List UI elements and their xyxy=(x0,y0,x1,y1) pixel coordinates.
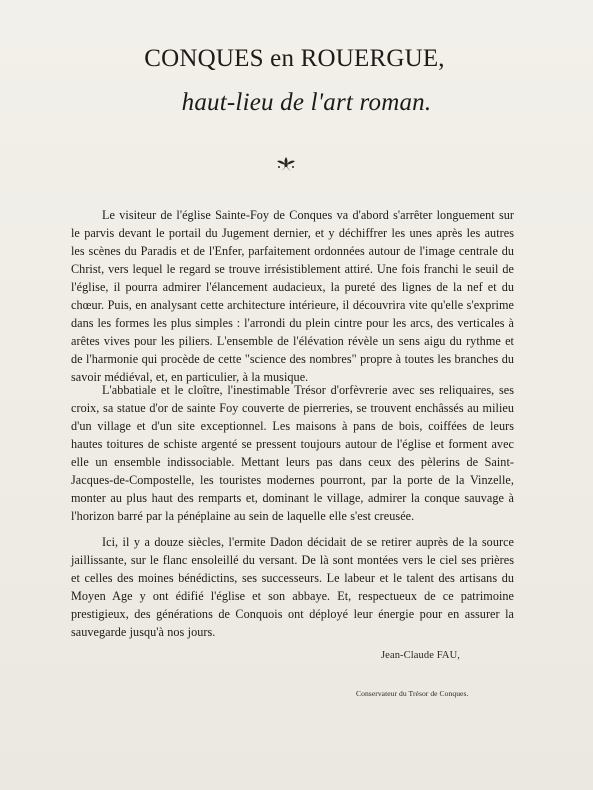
title-block xyxy=(0,44,593,118)
body-paragraph-2: L'abbatiale et le cloître, l'inestimable Trésor d'orfèvrerie avec ses reliquaires, ses croix, sa statue d'or de sainte Foy couverte de pierreries, se trouvent enchâssés au milieu d'un village et d'un site exceptionnel. Les maisons à pans de bois, coiffées de leurs hautes toitures de schiste argenté se pressent toujours autour de l'église et forment avec elle un ensemble indissociable. Mettant leurs pas dans ceux des pèlerins de Saint-Jacques-de-Compostelle, les touristes modernes pourront, par la porte de la Vinzelle, monter au plus haut des remparts et, dominant le village, admirer la conque sauvage à l'horizon barré par la pénéplaine au sein de laquelle elle s'est creusée. xyxy=(71,383,514,523)
signature-role: Conservateur du Trésor de Conques. xyxy=(356,689,469,698)
body-paragraph-3: Ici, il y a douze siècles, l'ermite Dadon décidait de se retirer auprès de la source jaillissante, sur le flanc ensoleillé du versant. De là sont montées vers le ciel ses prières et celles des moines bénédictins, ses successeurs. Le labeur et le talent des artisans du Moyen Age y ont édifié l'église et son abbaye. Et, respectueux de ce patrimoine prestigieux, des générations de Conquois ont déployé leur énergie pour en assurer la sauvegarde jusqu'à nos jours. xyxy=(71,535,514,639)
leaf-ornament-icon xyxy=(274,155,298,173)
signature-name: Jean-Claude FAU, xyxy=(381,650,460,661)
body-paragraph-1: Le visiteur de l'église Sainte-Foy de Conques va d'abord s'arrêter longuement sur le parvis devant le portail du Jugement dernier, et y déchiffrer les unes après les autres les scènes du Paradis et de l'Enfer, parfaitement ordonnées autour de l'image centrale du Christ, vers lequel le regard se trouve irrésistiblement attiré. Une fois franchi le seuil de l'église, il pourra admirer l'élancement audacieux, la pureté des lignes de la nef et du chœur. Puis, en analysant cette architecture intérieure, il découvrira vite qu'elle s'exprime dans les formes les plus simples : l'arrondi du plein cintre pour les arcs, des verticales à arêtes vives pour les piliers. L'ensemble de l'élévation révèle un sens aigu du rythme et de l'harmonie qui procède de cette "science des nombres" propre à toutes les branches du savoir médiéval, et, en particulier, à la musique. xyxy=(71,208,514,384)
page-subtitle: haut-lieu de l'art roman. xyxy=(181,89,432,116)
page-title: CONQUES en ROUERGUE, xyxy=(144,45,445,72)
